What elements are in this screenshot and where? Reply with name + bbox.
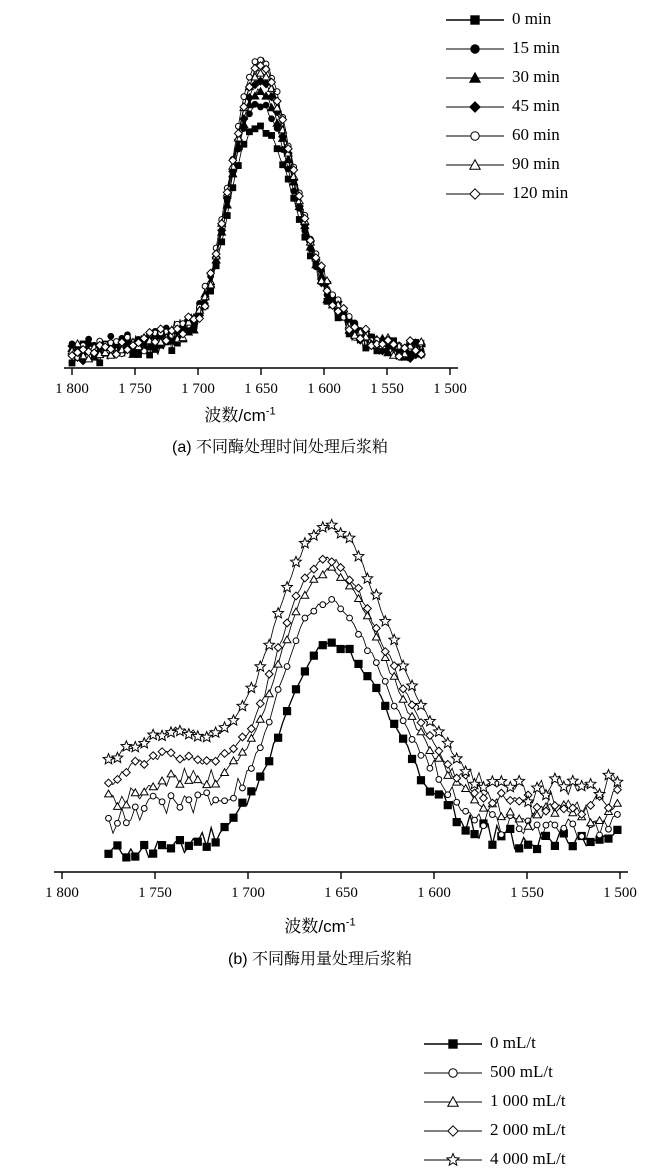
- series-markers: [69, 123, 424, 366]
- panel-a-xaxis-label-text: 波数/cm: [204, 406, 266, 425]
- legend-label: 0 min: [512, 8, 552, 28]
- legend-item: [424, 1086, 566, 1115]
- legend-label: 45 min: [512, 95, 560, 115]
- x-tick-label: 1 750: [138, 885, 172, 901]
- panel-a: [0, 0, 666, 470]
- x-tick-label: 1 600: [307, 381, 341, 397]
- panel-b: [0, 490, 666, 1168]
- x-tick-label: 1 550: [370, 381, 404, 397]
- legend-item: [446, 120, 568, 149]
- legend-item: [424, 1144, 566, 1173]
- panel-b-caption: (b) 不同酶用量处理后浆粕: [227, 951, 412, 968]
- x-tick-label: 1 650: [324, 885, 358, 901]
- series-markers: [68, 62, 425, 361]
- series-line: [72, 80, 424, 361]
- series-line: [109, 643, 618, 858]
- legend-item: [446, 149, 568, 178]
- legend-item: [446, 62, 568, 91]
- legend-marker-open-triangle: [446, 157, 504, 171]
- legend-label: 1 000 mL/t: [490, 1090, 566, 1110]
- panel-b-svg: [0, 490, 666, 910]
- legend-marker-filled-square: [424, 1036, 482, 1050]
- legend-label: 90 min: [512, 153, 560, 173]
- series-markers: [106, 597, 621, 840]
- x-tick-label: 1 800: [55, 381, 89, 397]
- x-tick-label: 1 550: [510, 885, 544, 901]
- legend-label: 4 000 mL/t: [490, 1148, 566, 1168]
- legend-label: 500 mL/t: [490, 1061, 553, 1081]
- x-tick-label: 1 700: [181, 381, 215, 397]
- legend-marker-filled-square: [446, 12, 504, 26]
- series-line: [109, 599, 618, 839]
- panel-a-xaxis-label-sup: -1: [265, 405, 276, 418]
- legend-item: [424, 1057, 566, 1086]
- series-markers: [103, 519, 623, 806]
- series-line: [109, 525, 618, 803]
- panel-a-legend: [446, 4, 568, 207]
- legend-item: [424, 1115, 566, 1144]
- legend-marker-filled-triangle: [446, 70, 504, 84]
- series-markers: [68, 77, 425, 364]
- legend-item: [446, 4, 568, 33]
- legend-marker-filled-circle: [446, 41, 504, 55]
- panel-b-xaxis-label-text: 波数/cm: [284, 917, 346, 936]
- panel-b-xaxis-label: [0, 912, 640, 937]
- series-markers: [105, 555, 622, 818]
- series-line: [72, 64, 424, 361]
- legend-marker-filled-diamond: [446, 99, 504, 113]
- legend-label: 120 min: [512, 182, 569, 202]
- x-tick-label: 1 600: [417, 885, 451, 901]
- legend-marker-open-circle: [424, 1065, 482, 1079]
- legend-marker-open-circle: [446, 128, 504, 142]
- legend-marker-open-triangle: [424, 1094, 482, 1108]
- legend-item: [446, 178, 568, 207]
- x-tick-label: 1 700: [231, 885, 265, 901]
- legend-label: 2 000 mL/t: [490, 1119, 566, 1139]
- series-line: [109, 557, 618, 816]
- x-tick-label: 1 500: [603, 885, 637, 901]
- legend-label: 60 min: [512, 124, 560, 144]
- x-tick-label: 1 500: [433, 381, 467, 397]
- legend-marker-open-diamond: [446, 186, 504, 200]
- series-line: [72, 126, 424, 363]
- panel-b-plot: [0, 490, 666, 910]
- x-tick-label: 1 750: [118, 381, 152, 397]
- x-tick-label: 1 650: [244, 381, 278, 397]
- panel-a-caption: (a) 不同酶处理时间处理后浆粕: [171, 439, 388, 456]
- panel-b-legend: [424, 1028, 566, 1173]
- series-line: [72, 103, 424, 357]
- panel-b-xaxis-label-sup: -1: [345, 916, 356, 929]
- legend-label: 0 mL/t: [490, 1032, 536, 1052]
- x-tick-label: 1 800: [45, 885, 79, 901]
- legend-label: 15 min: [512, 37, 560, 57]
- legend-marker-open-star: [424, 1152, 482, 1166]
- series-markers: [69, 57, 424, 360]
- legend-item: [424, 1028, 566, 1057]
- legend-item: [446, 33, 568, 62]
- legend-item: [446, 91, 568, 120]
- legend-marker-open-diamond: [424, 1123, 482, 1137]
- panel-a-xaxis-label: [0, 401, 480, 426]
- legend-label: 30 min: [512, 66, 560, 86]
